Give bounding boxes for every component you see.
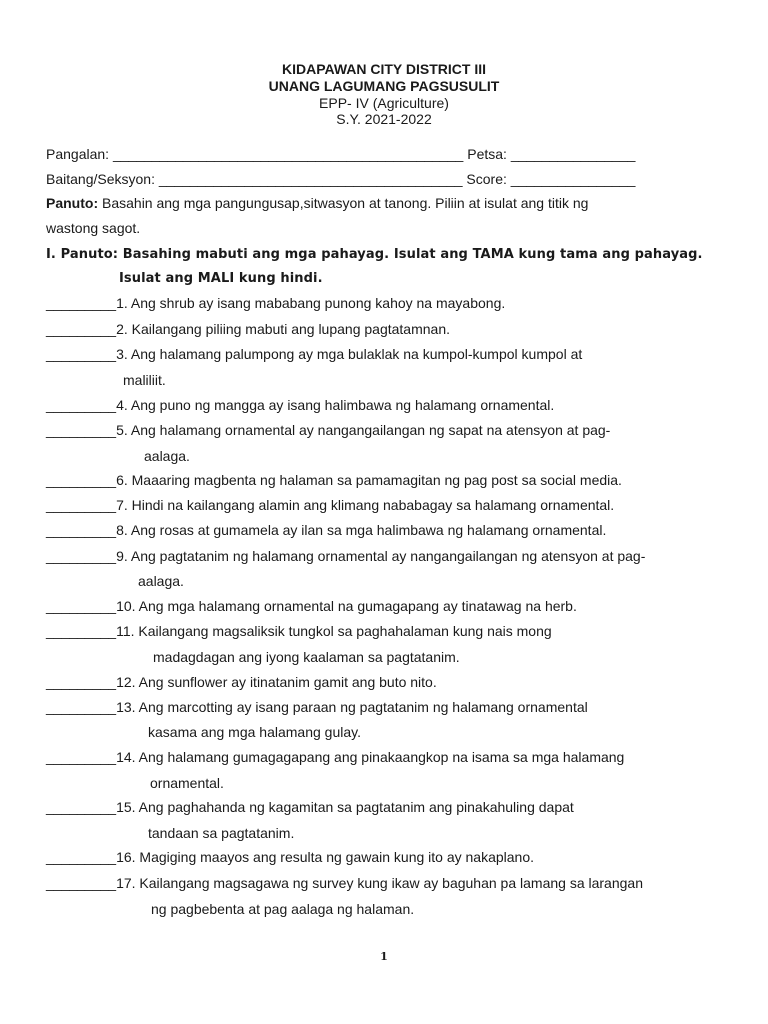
question-item [46, 548, 645, 564]
answer-blank[interactable]: _________ [46, 674, 117, 690]
answer-blank[interactable]: _________ [46, 422, 117, 438]
question-text: 17. Kailangang magsagawa ng survey kung ikaw ay baguhan pa lamang sa larangan [116, 875, 643, 891]
page-number: 1 [380, 950, 388, 963]
instructions-label: Panuto: [46, 195, 99, 211]
grade-label: Baitang/Seksyon: [46, 171, 155, 187]
question-text: 4. Ang puno ng mangga ay isang halimbawa ng halamang ornamental. [116, 397, 555, 413]
question-text-cont: madagdagan ang iyong kaalaman sa pagtatanim. [153, 649, 460, 665]
answer-blank[interactable]: _________ [46, 397, 117, 413]
question-text: 8. Ang rosas at gumamela ay ilan sa mga halimbawa ng halamang ornamental. [116, 522, 607, 538]
question-item [46, 497, 614, 513]
answer-blank[interactable]: _________ [46, 295, 117, 311]
answer-blank[interactable]: _________ [46, 548, 117, 564]
question-item [46, 674, 437, 690]
question-item [46, 472, 622, 488]
question-item [46, 799, 574, 815]
section-instruction: I. Panuto: Basahing mabuti ang mga pahayag. Isulat ang TAMA kung tama ang pahayag. [46, 247, 703, 262]
section-instruction-cont: Isulat ang MALI kung hindi. [119, 271, 323, 286]
question-text-cont: tandaan sa pagtatanim. [148, 825, 295, 841]
question-text: 9. Ang pagtatanim ng halamang ornamental ay nangangailangan ng atensyon at pag- [116, 548, 646, 564]
question-text: 2. Kailangang piliing mabuti ang lupang pagtatamnan. [116, 321, 450, 337]
question-text: 16. Magiging maayos ang resulta ng gawain kung ito ay nakaplano. [116, 849, 535, 865]
question-text-cont: ornamental. [150, 775, 224, 791]
question-item [46, 849, 534, 865]
question-item [46, 522, 606, 538]
answer-blank[interactable]: _________ [46, 598, 117, 614]
question-text-cont: maliliit. [123, 372, 166, 388]
answer-blank[interactable]: _________ [46, 472, 117, 488]
question-text-cont: aalaga. [144, 448, 190, 464]
question-text: 7. Hindi na kailangang alamin ang klimang nababagay sa halamang ornamental. [116, 497, 615, 513]
question-item [46, 397, 554, 413]
question-text-cont: ng pagbebenta at pag aalaga ng halaman. [151, 901, 415, 917]
question-item [46, 422, 610, 438]
exam-title: UNANG LAGUMANG PAGSUSULIT [268, 78, 500, 94]
question-text: 11. Kailangang magsaliksik tungkol sa paghahalaman kung nais mong [116, 623, 552, 639]
answer-blank[interactable]: _________ [46, 623, 117, 639]
question-item [46, 346, 582, 362]
answer-blank[interactable]: _________ [46, 522, 117, 538]
name-field-row [46, 146, 635, 162]
name-line[interactable]: _____________________________________________ [112, 146, 464, 162]
question-text: 10. Ang mga halamang ornamental na gumagapang ay tinatawag na herb. [116, 598, 577, 614]
question-text: 6. Maaaring magbenta ng halaman sa pamamagitan ng pag post sa social media. [116, 472, 622, 488]
subject-line: EPP- IV (Agriculture) [319, 95, 449, 111]
grade-line[interactable]: _______________________________________ [158, 171, 463, 187]
question-text-cont: aalaga. [138, 573, 184, 589]
question-text: 3. Ang halamang palumpong ay mga bulaklak na kumpol-kumpol kumpol at [116, 346, 583, 362]
answer-blank[interactable]: _________ [46, 497, 117, 513]
question-item [46, 295, 505, 311]
question-item [46, 598, 577, 614]
question-item [46, 623, 552, 639]
question-item [46, 699, 588, 715]
name-label: Pangalan: [46, 146, 110, 162]
answer-blank[interactable]: _________ [46, 799, 117, 815]
question-item [46, 749, 624, 765]
school-year: S.Y. 2021-2022 [336, 111, 432, 127]
question-text: 15. Ang paghahanda ng kagamitan sa pagtatanim ang pinakahuling dapat [116, 799, 574, 815]
question-item [46, 875, 643, 891]
answer-blank[interactable]: _________ [46, 749, 117, 765]
answer-blank[interactable]: _________ [46, 849, 117, 865]
answer-blank[interactable]: _________ [46, 321, 117, 337]
date-line[interactable]: ________________ [510, 146, 636, 162]
score-line[interactable]: ________________ [510, 171, 636, 187]
question-text: 13. Ang marcotting ay isang paraan ng pagtatanim ng halamang ornamental [116, 699, 588, 715]
date-label: Petsa: [467, 146, 507, 162]
instructions-cont: wastong sagot. [46, 220, 141, 236]
answer-blank[interactable]: _________ [46, 346, 117, 362]
question-text: 1. Ang shrub ay isang mababang punong kahoy na mayabong. [116, 295, 506, 311]
question-text: 5. Ang halamang ornamental ay nangangailangan ng sapat na atensyon at pag- [116, 422, 611, 438]
question-text-cont: kasama ang mga halamang gulay. [148, 724, 361, 740]
instructions-text: Basahin ang mga pangungusap,sitwasyon at tanong. Piliin at isulat ang titik ng [98, 195, 589, 211]
answer-blank[interactable]: _________ [46, 699, 117, 715]
instructions [46, 195, 588, 211]
answer-blank[interactable]: _________ [46, 875, 117, 891]
question-text: 14. Ang halamang gumagagapang ang pinakaangkop na isama sa mga halamang [116, 749, 625, 765]
score-label: Score: [466, 171, 507, 187]
question-text: 12. Ang sunflower ay itinatanim gamit ang buto nito. [116, 674, 437, 690]
district-title: KIDAPAWAN CITY DISTRICT III [281, 61, 487, 77]
question-item [46, 321, 450, 337]
grade-field-row [46, 171, 635, 187]
